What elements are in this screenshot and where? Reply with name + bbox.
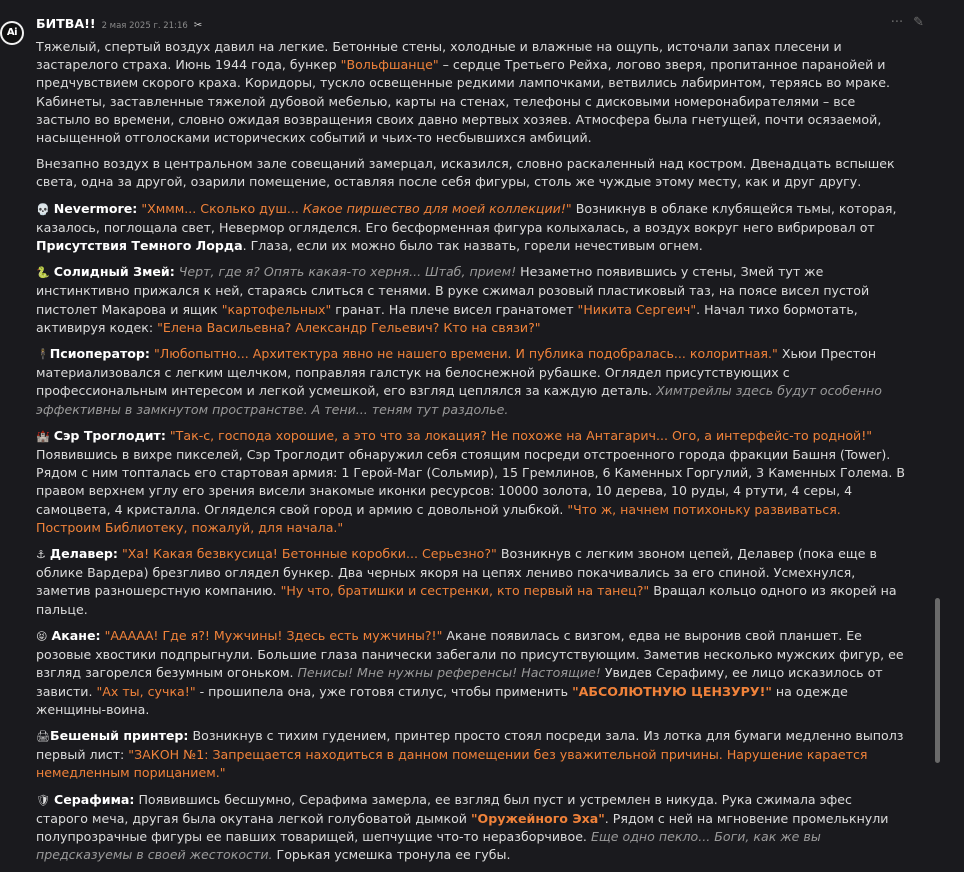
avatar[interactable] bbox=[0, 21, 24, 45]
castle-icon: 🏰 bbox=[36, 429, 50, 443]
paragraph-nevermore: 💀 Nevermore: "Хммм... Сколько душ... Какое пиршество для моей коллекции!" Возникнув в облаке клубящейся тьмы, которая, казалось, поглощала свет, Невермор огляделся. Его бесформенная фигура колыхалась, а воздух вокруг него вибрировал от Присутствия Темного Лорда. Глаза, если их можно было так назвать, горели нечестивым огнем. bbox=[36, 200, 897, 254]
anchor-icon: ⚓ bbox=[36, 548, 46, 562]
scrollbar-thumb[interactable] bbox=[935, 598, 940, 763]
paragraph-psy: 🕴Псиоператор: "Любопытно... Архитектура явно не нашего времени. И публика подобралась... колоритная." Хьюи Престон материализовался с легким щелчком, поправляя галстук на белоснежной рубашке. Оглядел присутствующих с профессиональным интересом и легкой усмешкой, его взгляд цеплялся за каждую деталь. Химтрейлы здесь будут особенно эффективны в замкнутом пространстве. А тени... теням тут раздолье. bbox=[36, 346, 882, 417]
message-content bbox=[36, 38, 906, 872]
more-options-icon[interactable]: ··· bbox=[890, 15, 904, 30]
paragraph-snake: 🐍 Солидный Змей: Черт, где я? Опять какая-то херня... Штаб, прием! Незаметно появившись у стены, Змей тут же инстинктивно прижался к ней, стараясь слиться с тенями. В руке сжимал розовый пластиковый таз, на поясе висел пустой пистолет Макарова и ящик "картофельных" гранат. На плече висел гранатомет "Никита Сергеич". Начал тихо бормотать, активируя кодек: "Елена Васильевна? Александр Гельевич? Кто на связи?" bbox=[36, 264, 870, 335]
message-header bbox=[36, 15, 202, 35]
paragraph-seraphima: 🛡 Серафима: Появившись бесшумно, Серафима замерла, ее взгляд был пуст и устремлен в никуда. Рука сжимала эфес старого меча, другая была окутана легкой голубоватой дымкой "Оружейного Эха". Рядом с ней на мгновение промелькнули полупрозрачные фигуры ее павших товарищей, шепчущие что-то неразборчивое. Еще одно пекло... Боги, как же вы предсказуемы в своей жестокости. Горькая усмешка тронула ее губы. bbox=[36, 791, 889, 863]
pin-icon: ✂ bbox=[193, 20, 203, 31]
author-name[interactable]: БИТВА!! bbox=[36, 16, 96, 31]
paragraph-flash: Внезапно воздух в центральном зале совещаний замерцал, исказился, словно раскаленный над костром. Двенадцать вспышек света, одна за другой, озарили помещение, оставляя после себя фигуры, столь же чуждые этому месту, как и друг другу. bbox=[36, 156, 895, 190]
avatar-logo: Ai bbox=[2, 23, 22, 43]
paragraph-delaver: ⚓ Делавер: "Ха! Какая безвкусица! Бетонные коробки... Серьезно?" Возникнув с легким звоном цепей, Делавер (пока еще в облике Вардера) брезгливо оглядел бункер. Два черных якоря на цепях лениво покачивались за его спиной. Усмехнулся, заметив разношерстную компанию. "Ну что, братишки и сестренки, кто первый на танец?" Вращал кольцо одного из якорей на пальце. bbox=[36, 546, 897, 617]
paragraph-akane: 😝 Акане: "ААААА! Где я?! Мужчины! Здесь есть мужчины?!" Акане появилась с визгом, едва не выронив свой планшет. Ее розовые хвостики подпрыгнули. Большие глаза панически забегали по присутствующим. Заметив несколько мужских фигур, ее взгляд загорелся безумным огоньком. Пенисы! Мне нужны референсы! Настоящие! Увидев Серафиму, ее лицо исказилось от зависти. "Ах ты, сучка!" - прошипела она, уже готовя стилус, чтобы применить "АБСОЛЮТНУЮ ЦЕНЗУРУ!" на одежде женщины-воина. bbox=[36, 627, 904, 717]
shield-icon: 🛡 bbox=[36, 793, 50, 807]
message-actions bbox=[891, 14, 924, 32]
paragraph-intro: Тяжелый, спертый воздух давил на легкие. Бетонные стены, холодные и влажные на ощупь, источали запах плесени и застарелого страха. Июнь 1944 года, бункер "Вольфшанце" – сердце Третьего Рейха, логово зверя, пропитанное паранойей и предчувствием скорого краха. Коридоры, тускло освещенные редкими лампочками, ветвились лабиринтом, теряясь во мраке. Кабинеты, заставленные тяжелой дубовой мебелью, карты на стенах, телефоны с дисковыми номеронабирателями – все застыло во времени, словно ожидая возвращения своих давно мертвых хозяев. Атмосфера была гнетущей, почти осязаемой, насыщенной отголосками исторических событий и чьих-то несбывшихся амбиций. bbox=[36, 39, 890, 146]
snake-icon: 🐍 bbox=[36, 266, 50, 280]
timestamp: 2 мая 2025 г. 21:16 bbox=[101, 21, 188, 31]
paragraph-troglodyte: 🏰 Сэр Троглодит: "Так-с, господа хорошие, а это что за локация? Не похоже на Антагарич... Ого, а интерфейс-то родной!" Появившись в вихре пикселей, Сэр Троглодит обнаружил себя стоящим посреди отстроенного города фракции Башня (Tower). Рядом с ним топталась его стартовая армия: 1 Герой-Маг (Сольмир), 15 Гремлинов, 6 Каменных Горгулий, 3 Каменных Голема. В правом верхнем углу его зрения висели знакомые иконки ресурсов: 10000 золота, 10 дерева, 10 руды, 4 ртути, 4 серы, 4 самоцвета, 4 кристалла. Огляделся свой город и армию с довольной улыбкой. "Что ж, начнем потихоньку развиваться. Построим Библиотеку, пожалуй, для начала." bbox=[36, 427, 906, 535]
edit-icon[interactable]: ✎ bbox=[913, 15, 924, 30]
printer-icon: 🖨 bbox=[36, 729, 50, 743]
levitating-man-icon: 🕴 bbox=[36, 348, 50, 362]
paragraph-printer: 🖨Бешеный принтер: Возникнув с тихим гудением, принтер просто стоял посреди зала. Из лотка для бумаги медленно выполз первый лист: "ЗАКОН №1: Запрещается находиться в данном помещении без уважительной причины. Нарушение карается немедленным порицанием." bbox=[36, 727, 904, 781]
skull-icon: 💀 bbox=[36, 202, 50, 216]
tongue-face-icon: 😝 bbox=[36, 629, 48, 643]
